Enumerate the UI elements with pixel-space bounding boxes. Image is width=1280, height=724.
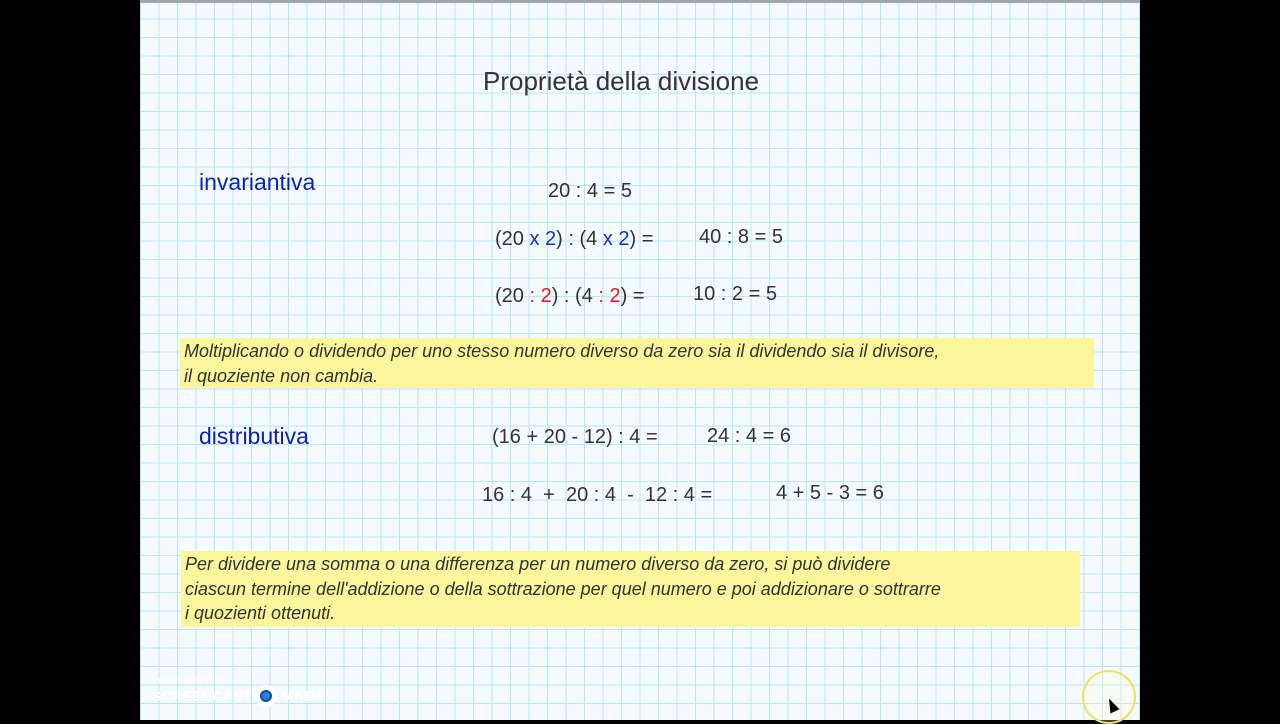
page-title: Proprietà della divisione [483, 66, 760, 96]
invariantiva-rule-note: Moltiplicando o dividendo per uno stesso numero diverso da zero sia il dividendo sia il divisore, il quoziente non cambia. [180, 338, 1094, 388]
distributiva-rule-note: Per dividere una somma o una differenza per un numero diverso da zero, si può dividere ciascun termine dell'addizione o della sottrazione per quel numero e poi addizionare o sottrarre i quozienti ottenuti. [181, 551, 1080, 627]
divide-operator: : 2 [598, 285, 621, 307]
screencast-watermark: RECORDED WITH SCREENCAST MATIC [152, 676, 326, 707]
equation-sum-result: 24 : 4 = 6 [707, 425, 791, 447]
equation-base: 20 : 4 = 5 [548, 180, 632, 202]
multiply-operator: x 2 [529, 228, 557, 250]
divide-operator: : 2 [529, 285, 552, 307]
equation-multiply-result: 40 : 8 = 5 [699, 226, 783, 248]
equation-divide: (20 : 2) : (4 : 2) = [495, 285, 645, 307]
cursor-highlight-icon [1082, 670, 1136, 724]
equation-distributed: 16 : 4 + 20 : 4 - 12 : 4 = [482, 484, 713, 506]
heading-distributiva: distributiva [199, 423, 309, 449]
equation-divide-result: 10 : 2 = 5 [693, 283, 777, 305]
equation-multiply: (20 x 2) : (4 x 2) = [495, 228, 654, 250]
equation-distributed-result: 4 + 5 - 3 = 6 [776, 482, 884, 504]
screencast-logo-icon [255, 685, 277, 707]
heading-invariantiva: invariantiva [199, 169, 316, 195]
multiply-operator: x 2 [602, 228, 630, 250]
equation-sum: (16 + 20 - 12) : 4 = [492, 426, 658, 448]
